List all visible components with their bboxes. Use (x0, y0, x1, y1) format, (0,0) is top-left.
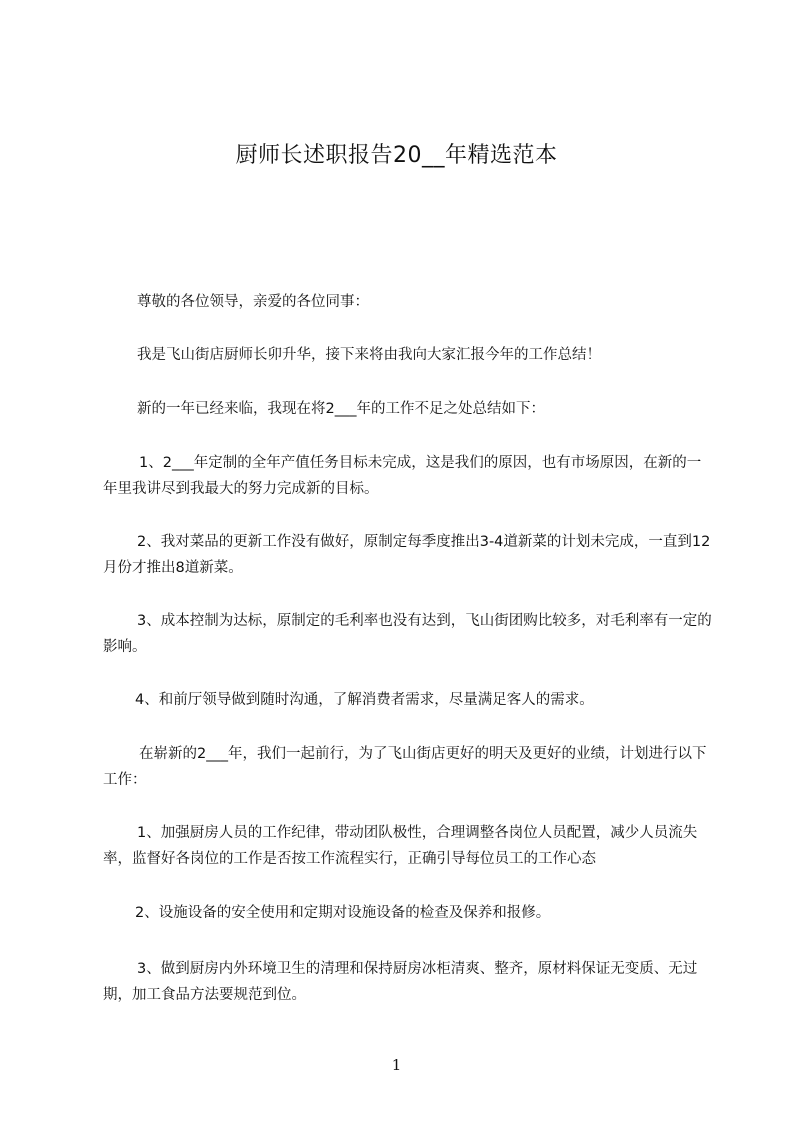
paragraph-plan-lead: 在崭新的2___年，我们一起前行，为了飞山街店更好的明天及更好的业绩，计划进行以下工作： (103, 746, 707, 788)
paragraph-intro: 我是飞山街店厨师长卯升华，接下来将由我向大家汇报今年的工作总结！ (137, 347, 601, 363)
paragraph-greeting: 尊敬的各位领导，亲爱的各位同事： (137, 294, 369, 310)
paragraph-shortfall-3: 3、成本控制为达标，原制定的毛利率也没有达到，飞山街团购比较多，对毛利率有一定的影响。 (103, 613, 712, 655)
document-title: 厨师长述职报告20__年精选范本 (235, 143, 558, 168)
paragraph-shortfall-4: 4、和前厅领导做到随时沟通，了解消费者需求，尽量满足客人的需求。 (135, 692, 594, 708)
paragraph-shortfall-1: 1、2___年定制的全年产值任务目标未完成，这是我们的原因，也有市场原因，在新的一年里我讲尽到我最大的努力完成新的目标。 (103, 455, 702, 497)
paragraph-summary-lead: 新的一年已经来临，我现在将2___年的工作不足之处总结如下： (137, 401, 545, 417)
paragraph-shortfall-2: 2、我对菜品的更新工作没有做好，原制定每季度推出3-4道新菜的计划未完成，一直到12月份才推出8道新菜。 (103, 534, 711, 576)
paragraph-plan-1: 1、加强厨房人员的工作纪律，带动团队极性，合理调整各岗位人员配置，减少人员流失率，监督好各岗位的工作是否按工作流程实行，正确引导每位员工的工作心态 (103, 825, 698, 867)
page-number: 1 (391, 1056, 402, 1074)
paragraph-plan-3: 3、做到厨房内外环境卫生的清理和保持厨房冰柜清爽、整齐，原材料保证无变质、无过期，加工食品方法要规范到位。 (103, 961, 698, 1003)
paragraph-plan-2: 2、设施设备的安全使用和定期对设施设备的检查及保养和报修。 (135, 905, 551, 921)
